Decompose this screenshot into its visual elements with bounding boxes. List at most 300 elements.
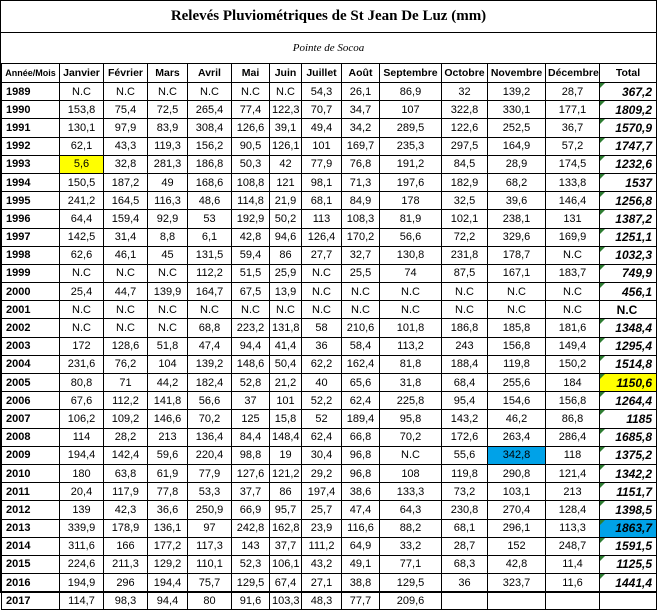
month-value-cell: 186,8 [442, 319, 488, 337]
month-value-cell: 183,7 [546, 264, 600, 282]
month-value-cell: 42 [270, 155, 302, 173]
month-value-cell: 94,6 [270, 228, 302, 246]
month-value-cell: 169,9 [546, 228, 600, 246]
month-value-cell: 98,1 [302, 173, 342, 191]
month-value-cell: 50,3 [232, 155, 270, 173]
month-value-cell: 235,3 [380, 137, 442, 155]
month-value-cell: 187,2 [104, 173, 148, 191]
month-value-cell: 243 [442, 337, 488, 355]
table-row [2, 592, 657, 610]
total-cell: 1151,7 [600, 483, 657, 501]
month-value-cell: 127,6 [232, 464, 270, 482]
total-cell: 1685,8 [600, 428, 657, 446]
month-value-cell: 109,2 [104, 410, 148, 428]
month-value-cell: 25,5 [342, 264, 380, 282]
year-cell: 2016 [2, 574, 60, 592]
month-value-cell: 178,9 [104, 519, 148, 537]
month-value-cell: 86,8 [546, 410, 600, 428]
month-value-cell: 146,4 [546, 192, 600, 210]
month-value-cell: 62,2 [302, 355, 342, 373]
month-value-cell: 265,4 [188, 101, 232, 119]
month-value-cell: N.C [270, 301, 302, 319]
month-value-cell: 108 [380, 464, 442, 482]
month-value-cell: 77,4 [232, 101, 270, 119]
month-value-cell: 177,1 [546, 101, 600, 119]
month-value-cell: 28,2 [104, 428, 148, 446]
month-value-cell: 263,4 [488, 428, 546, 446]
month-value-cell: 308,4 [188, 119, 232, 137]
table-row [2, 337, 657, 355]
month-value-cell: 36,6 [148, 501, 188, 519]
month-value-cell: 37,7 [232, 483, 270, 501]
column-header-month: Juin [270, 64, 302, 83]
column-header-month: Septembre [380, 64, 442, 83]
month-value-cell: 154,6 [488, 392, 546, 410]
month-value-cell: 47,4 [188, 337, 232, 355]
month-value-cell: 36 [442, 574, 488, 592]
month-value-cell: 174,5 [546, 155, 600, 173]
month-value-cell: 231,8 [442, 246, 488, 264]
month-value-cell: 162,8 [270, 519, 302, 537]
table-row [2, 119, 657, 137]
month-value-cell: 67,6 [60, 392, 104, 410]
month-value-cell: 167,1 [488, 264, 546, 282]
month-value-cell: 131,8 [270, 319, 302, 337]
month-value-cell: 38,6 [342, 483, 380, 501]
year-cell: 2009 [2, 446, 60, 464]
year-cell: 2005 [2, 374, 60, 392]
month-value-cell: 104 [148, 355, 188, 373]
month-value-cell: 76,2 [104, 355, 148, 373]
column-header-month: Novembre [488, 64, 546, 83]
month-value-cell: 189,4 [342, 410, 380, 428]
month-value-cell: 231,6 [60, 355, 104, 373]
month-value-cell: 211,3 [104, 555, 148, 573]
month-value-cell: 156,2 [188, 137, 232, 155]
month-value-cell: 220,4 [188, 446, 232, 464]
month-value-cell: 75,7 [188, 574, 232, 592]
month-value-cell: N.C [104, 319, 148, 337]
month-value-cell: 51,5 [232, 264, 270, 282]
month-value-cell: 162,4 [342, 355, 380, 373]
total-cell: 456,1 [600, 283, 657, 301]
month-value-cell: N.C [148, 264, 188, 282]
month-value-cell: 156,8 [488, 337, 546, 355]
month-value-cell: 121,4 [546, 464, 600, 482]
month-value-cell: 286,4 [546, 428, 600, 446]
month-value-cell: 95,4 [442, 392, 488, 410]
month-value-cell: 131,5 [188, 246, 232, 264]
total-cell: 749,9 [600, 264, 657, 282]
month-value-cell: 126,6 [232, 119, 270, 137]
month-value-cell: 281,3 [148, 155, 188, 173]
month-value-cell: N.C [488, 301, 546, 319]
month-value-cell: 62,6 [60, 246, 104, 264]
month-value-cell: 29,2 [302, 464, 342, 482]
year-cell: 2017 [2, 592, 60, 610]
table-row [2, 301, 657, 319]
total-cell: 1150,6 [600, 374, 657, 392]
month-value-cell: 74 [380, 264, 442, 282]
month-value-cell: 56,6 [188, 392, 232, 410]
month-value-cell: N.C [546, 283, 600, 301]
month-value-cell: 62,4 [342, 392, 380, 410]
month-value-cell: 177,2 [148, 537, 188, 555]
month-value-cell: 129,5 [380, 574, 442, 592]
month-value-cell: 81,9 [380, 210, 442, 228]
month-value-cell: 34,2 [342, 119, 380, 137]
month-value-cell: 122,3 [270, 101, 302, 119]
month-value-cell: 128,4 [546, 501, 600, 519]
month-value-cell: 92,9 [148, 210, 188, 228]
month-value-cell: 156,8 [546, 392, 600, 410]
month-value-cell: 342,8 [488, 446, 546, 464]
table-row [2, 264, 657, 282]
month-value-cell: 172 [60, 337, 104, 355]
month-value-cell [488, 592, 546, 610]
month-value-cell: 86 [270, 483, 302, 501]
month-value-cell: 32 [442, 83, 488, 101]
year-cell: 2000 [2, 283, 60, 301]
month-value-cell: 54,3 [302, 83, 342, 101]
month-value-cell: 101,8 [380, 319, 442, 337]
month-value-cell: 70,2 [188, 410, 232, 428]
month-value-cell: 172,6 [442, 428, 488, 446]
month-value-cell: 84,9 [342, 192, 380, 210]
month-value-cell: N.C [104, 301, 148, 319]
month-value-cell: 106,2 [60, 410, 104, 428]
month-value-cell: 34,7 [342, 101, 380, 119]
month-value-cell: 130,1 [60, 119, 104, 137]
month-value-cell: 181,6 [546, 319, 600, 337]
total-cell: 1251,1 [600, 228, 657, 246]
month-value-cell: 225,8 [380, 392, 442, 410]
month-value-cell: 39,6 [488, 192, 546, 210]
month-value-cell: 149,4 [546, 337, 600, 355]
total-cell: 1809,2 [600, 101, 657, 119]
year-cell: 2011 [2, 483, 60, 501]
total-cell: 1387,2 [600, 210, 657, 228]
month-value-cell: 37,7 [270, 537, 302, 555]
month-value-cell: 103,3 [270, 592, 302, 610]
month-value-cell: 103,1 [488, 483, 546, 501]
month-value-cell: 53 [188, 210, 232, 228]
month-value-cell: 86 [270, 246, 302, 264]
month-value-cell: 95,8 [380, 410, 442, 428]
year-cell: 1993 [2, 155, 60, 173]
column-header-month: Juillet [302, 64, 342, 83]
month-value-cell: 25,7 [302, 501, 342, 519]
table-row [2, 483, 657, 501]
month-value-cell: 95,7 [270, 501, 302, 519]
month-value-cell: 98,3 [104, 592, 148, 610]
month-value-cell: 96,8 [342, 464, 380, 482]
total-cell [600, 592, 657, 610]
month-value-cell: 139 [60, 501, 104, 519]
month-value-cell: 27,7 [302, 246, 342, 264]
month-value-cell: 59,4 [232, 246, 270, 264]
year-cell: 2003 [2, 337, 60, 355]
month-value-cell: 67,4 [270, 574, 302, 592]
month-value-cell: 25,9 [270, 264, 302, 282]
month-value-cell: 45 [148, 246, 188, 264]
year-cell: 2010 [2, 464, 60, 482]
month-value-cell: 64,4 [60, 210, 104, 228]
month-value-cell: 122,6 [442, 119, 488, 137]
month-value-cell: 209,6 [380, 592, 442, 610]
month-value-cell: N.C [380, 446, 442, 464]
month-value-cell: 164,7 [188, 283, 232, 301]
month-value-cell: 97 [188, 519, 232, 537]
table-body [2, 83, 657, 610]
total-cell: 1747,7 [600, 137, 657, 155]
year-cell: 2015 [2, 555, 60, 573]
total-cell: 1348,4 [600, 319, 657, 337]
month-value-cell: 185,8 [488, 319, 546, 337]
month-value-cell: 28,7 [442, 537, 488, 555]
month-value-cell: 26,1 [342, 83, 380, 101]
total-cell: 1537 [600, 173, 657, 191]
month-value-cell: 50,4 [270, 355, 302, 373]
column-header-month: Décembre [546, 64, 600, 83]
month-value-cell: N.C [232, 301, 270, 319]
month-value-cell: 110,1 [188, 555, 232, 573]
month-value-cell: N.C [342, 283, 380, 301]
total-cell: 1032,3 [600, 246, 657, 264]
month-value-cell: 94,4 [148, 592, 188, 610]
month-value-cell: 139,9 [148, 283, 188, 301]
month-value-cell: 91,6 [232, 592, 270, 610]
month-value-cell: 136,4 [188, 428, 232, 446]
month-value-cell: 57,2 [546, 137, 600, 155]
month-value-cell: 323,7 [488, 574, 546, 592]
month-value-cell: 68,1 [302, 192, 342, 210]
month-value-cell: 186,8 [188, 155, 232, 173]
month-value-cell: 64,3 [380, 501, 442, 519]
month-value-cell: 11,4 [546, 555, 600, 573]
month-value-cell: 66,9 [232, 501, 270, 519]
month-value-cell: 128,6 [104, 337, 148, 355]
month-value-cell: 168,6 [188, 173, 232, 191]
month-value-cell: N.C [188, 301, 232, 319]
month-value-cell: 49,1 [342, 555, 380, 573]
year-cell: 1994 [2, 173, 60, 191]
month-value-cell: 192,9 [232, 210, 270, 228]
month-value-cell: 70,2 [380, 428, 442, 446]
month-value-cell: 112,2 [188, 264, 232, 282]
month-value-cell: N.C [232, 83, 270, 101]
table-row [2, 173, 657, 191]
table-row [2, 555, 657, 573]
table-row [2, 501, 657, 519]
month-value-cell: 80,8 [60, 374, 104, 392]
month-value-cell: 65,6 [342, 374, 380, 392]
month-value-cell: 152 [488, 537, 546, 555]
month-value-cell: 61,9 [148, 464, 188, 482]
year-cell: 1998 [2, 246, 60, 264]
month-value-cell: 77,9 [188, 464, 232, 482]
month-value-cell: 51,8 [148, 337, 188, 355]
month-value-cell: 150,2 [546, 355, 600, 373]
month-value-cell: 52,3 [232, 555, 270, 573]
month-value-cell: 194,9 [60, 574, 104, 592]
month-value-cell: 49 [148, 173, 188, 191]
total-cell: 1264,4 [600, 392, 657, 410]
month-value-cell: 50,2 [270, 210, 302, 228]
month-value-cell: 47,4 [342, 501, 380, 519]
month-value-cell: 31,4 [104, 228, 148, 246]
month-value-cell: 6,1 [188, 228, 232, 246]
month-value-cell: 148,6 [232, 355, 270, 373]
year-cell: 2006 [2, 392, 60, 410]
month-value-cell: 213 [148, 428, 188, 446]
table-row [2, 283, 657, 301]
year-cell: 1997 [2, 228, 60, 246]
month-value-cell: N.C [442, 283, 488, 301]
month-value-cell: N.C [546, 246, 600, 264]
month-value-cell: 241,2 [60, 192, 104, 210]
month-value-cell: 32,5 [442, 192, 488, 210]
month-value-cell: 113 [302, 210, 342, 228]
year-cell: 2012 [2, 501, 60, 519]
month-value-cell: 252,5 [488, 119, 546, 137]
month-value-cell: 169,7 [342, 137, 380, 155]
month-value-cell: 83,9 [148, 119, 188, 137]
column-header-month: Avril [188, 64, 232, 83]
month-value-cell: 142,5 [60, 228, 104, 246]
month-value-cell: 182,9 [442, 173, 488, 191]
rainfall-table [1, 63, 657, 610]
month-value-cell: 25,4 [60, 283, 104, 301]
month-value-cell: 210,6 [342, 319, 380, 337]
month-value-cell: 28,7 [546, 83, 600, 101]
month-value-cell: 238,1 [488, 210, 546, 228]
month-value-cell: 116,6 [342, 519, 380, 537]
month-value-cell: 28,9 [488, 155, 546, 173]
month-value-cell: 126,1 [270, 137, 302, 155]
table-row [2, 137, 657, 155]
month-value-cell: 48,3 [302, 592, 342, 610]
month-value-cell: 118 [546, 446, 600, 464]
month-value-cell: N.C [546, 301, 600, 319]
month-value-cell: 81,8 [380, 355, 442, 373]
month-value-cell: 62,1 [60, 137, 104, 155]
month-value-cell: N.C [380, 301, 442, 319]
table-row [2, 228, 657, 246]
month-value-cell: 116,3 [148, 192, 188, 210]
month-value-cell: 188,4 [442, 355, 488, 373]
total-cell: 1570,9 [600, 119, 657, 137]
month-value-cell: 66,8 [342, 428, 380, 446]
month-value-cell: 143,2 [442, 410, 488, 428]
month-value-cell: N.C [188, 83, 232, 101]
month-value-cell: 11,6 [546, 574, 600, 592]
month-value-cell: 289,5 [380, 119, 442, 137]
month-value-cell: 39,1 [270, 119, 302, 137]
month-value-cell: N.C [488, 283, 546, 301]
month-value-cell: 58,4 [342, 337, 380, 355]
month-value-cell: 150,5 [60, 173, 104, 191]
month-value-cell: 117,3 [188, 537, 232, 555]
month-value-cell: 40 [302, 374, 342, 392]
month-value-cell: 255,6 [488, 374, 546, 392]
column-header-month: Mai [232, 64, 270, 83]
month-value-cell: 114,8 [232, 192, 270, 210]
month-value-cell: 153,8 [60, 101, 104, 119]
month-value-cell: 5,6 [60, 155, 104, 173]
month-value-cell: 178 [380, 192, 442, 210]
month-value-cell: 48,6 [188, 192, 232, 210]
month-value-cell: 96,8 [342, 446, 380, 464]
table-row [2, 210, 657, 228]
month-value-cell: 184 [546, 374, 600, 392]
month-value-cell: N.C [380, 283, 442, 301]
month-value-cell: 242,8 [232, 519, 270, 537]
month-value-cell: 213 [546, 483, 600, 501]
month-value-cell: 90,5 [232, 137, 270, 155]
month-value-cell: 68,8 [188, 319, 232, 337]
month-value-cell: 52,8 [232, 374, 270, 392]
month-value-cell: 101 [302, 137, 342, 155]
month-value-cell: 117,9 [104, 483, 148, 501]
year-cell: 2002 [2, 319, 60, 337]
page-title: Relevés Pluviométriques de St Jean De Luz (mm) [1, 1, 656, 33]
month-value-cell: 164,5 [104, 192, 148, 210]
total-cell: 1514,8 [600, 355, 657, 373]
month-value-cell: 80 [188, 592, 232, 610]
month-value-cell: 38,8 [342, 574, 380, 592]
month-value-cell: 194,4 [60, 446, 104, 464]
month-value-cell: N.C [342, 301, 380, 319]
total-cell: 1375,2 [600, 446, 657, 464]
month-value-cell: 72,5 [148, 101, 188, 119]
year-cell: 1989 [2, 83, 60, 101]
month-value-cell: 46,2 [488, 410, 546, 428]
month-value-cell: 62,4 [302, 428, 342, 446]
month-value-cell: 194,4 [148, 574, 188, 592]
month-value-cell: 71 [104, 374, 148, 392]
month-value-cell: N.C [302, 301, 342, 319]
month-value-cell: 68,1 [442, 519, 488, 537]
month-value-cell: N.C [104, 83, 148, 101]
table-header-row [2, 64, 657, 83]
table-row [2, 374, 657, 392]
month-value-cell: 31,8 [380, 374, 442, 392]
month-value-cell: 106,1 [270, 555, 302, 573]
year-cell: 2008 [2, 428, 60, 446]
table-row [2, 519, 657, 537]
table-row [2, 246, 657, 264]
table-row [2, 464, 657, 482]
month-value-cell: 141,8 [148, 392, 188, 410]
month-value-cell: N.C [148, 83, 188, 101]
table-row [2, 101, 657, 119]
month-value-cell: 111,2 [302, 537, 342, 555]
year-cell: 2004 [2, 355, 60, 373]
year-cell: 1990 [2, 101, 60, 119]
month-value-cell: 126,4 [302, 228, 342, 246]
month-value-cell: 180 [60, 464, 104, 482]
month-value-cell: 98,8 [232, 446, 270, 464]
month-value-cell [546, 592, 600, 610]
month-value-cell: 68,3 [442, 555, 488, 573]
month-value-cell: 58 [302, 319, 342, 337]
month-value-cell: 36 [302, 337, 342, 355]
month-value-cell: 121 [270, 173, 302, 191]
month-value-cell: 77,7 [342, 592, 380, 610]
table-row [2, 410, 657, 428]
month-value-cell: 148,4 [270, 428, 302, 446]
